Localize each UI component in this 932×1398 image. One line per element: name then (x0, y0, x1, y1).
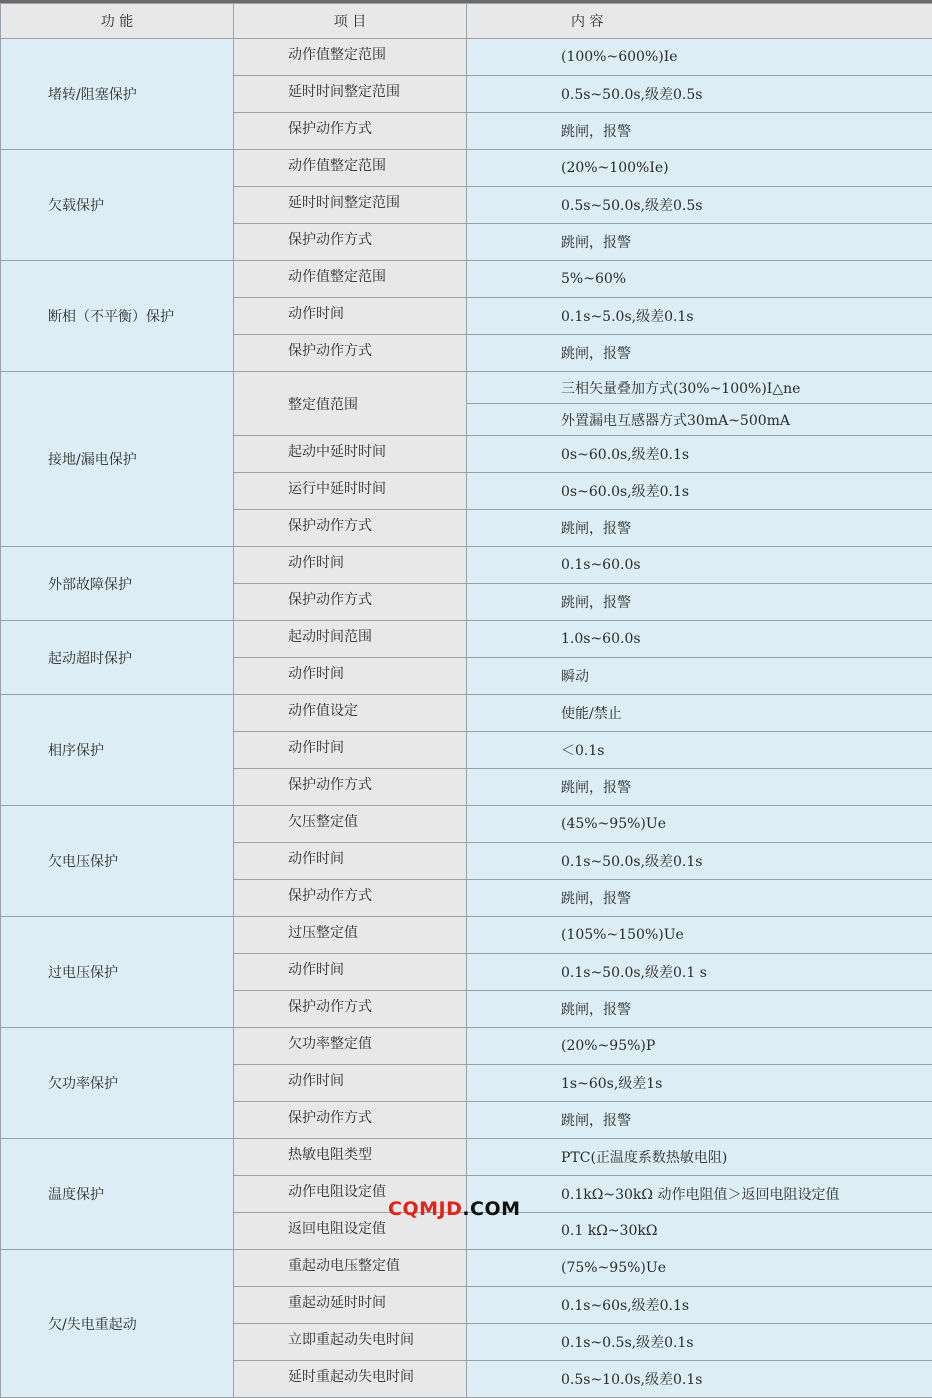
item-cell: 返回电阻设定值 (234, 1213, 467, 1250)
function-cell: 接地/漏电保护 (1, 372, 234, 547)
header-content: 内 容 (467, 4, 932, 39)
value-cell: 5%~60% (467, 261, 932, 298)
item-cell: 动作时间 (234, 547, 467, 584)
item-cell: 运行中延时时间 (234, 473, 467, 510)
watermark-red: CQMJD (388, 1198, 462, 1220)
function-cell: 欠电压保护 (1, 806, 234, 917)
item-cell: 过压整定值 (234, 917, 467, 954)
value-cell: 跳闸，报警 (467, 224, 932, 261)
item-cell: 热敏电阻类型 (234, 1139, 467, 1176)
value-cell: PTC(正温度系数热敏电阻) (467, 1139, 932, 1176)
function-cell: 外部故障保护 (1, 547, 234, 621)
value-cell: 使能/禁止 (467, 695, 932, 732)
item-cell: 动作电阻设定值 (234, 1176, 467, 1213)
item-cell: 保护动作方式 (234, 113, 467, 150)
value-cell: 跳闸，报警 (467, 584, 932, 621)
item-cell: 延时时间整定范围 (234, 187, 467, 224)
item-cell: 保护动作方式 (234, 335, 467, 372)
value-cell: 跳闸，报警 (467, 113, 932, 150)
table-body (1, 39, 932, 1398)
value-cell: 0.1kΩ~30kΩ 动作电阻值＞返回电阻设定值 (467, 1176, 932, 1213)
function-cell: 欠载保护 (1, 150, 234, 261)
item-cell: 重起动电压整定值 (234, 1250, 467, 1287)
value-cell: 瞬动 (467, 658, 932, 695)
item-cell: 动作时间 (234, 843, 467, 880)
table-row (1, 1139, 932, 1176)
value-cell: 0.1 kΩ~30kΩ (467, 1213, 932, 1250)
table-row (1, 1028, 932, 1065)
table-row (1, 547, 932, 584)
table-row (1, 917, 932, 954)
table-row (1, 806, 932, 843)
item-cell: 动作值设定 (234, 695, 467, 732)
value-cell: 0.1s~0.5s,级差0.1s (467, 1324, 932, 1361)
value-cell: 三相矢量叠加方式(30%~100%)I△ne (467, 372, 932, 404)
value-cell: 0.1s~60.0s (467, 547, 932, 584)
value-cell: 0.1s~60s,级差0.1s (467, 1287, 932, 1324)
item-cell: 延时时间整定范围 (234, 76, 467, 113)
value-cell: 跳闸，报警 (467, 880, 932, 917)
value-cell: 跳闸，报警 (467, 769, 932, 806)
item-cell: 动作时间 (234, 658, 467, 695)
protection-spec-table (0, 3, 932, 1398)
item-cell: 保护动作方式 (234, 510, 467, 547)
value-cell: 1.0s~60.0s (467, 621, 932, 658)
value-cell: (75%~95%)Ue (467, 1250, 932, 1287)
table-row (1, 372, 932, 404)
table-row (1, 261, 932, 298)
item-cell: 保护动作方式 (234, 224, 467, 261)
value-cell: (20%~95%)P (467, 1028, 932, 1065)
item-cell: 动作值整定范围 (234, 261, 467, 298)
value-cell: 1s~60s,级差1s (467, 1065, 932, 1102)
value-cell: 0.1s~50.0s,级差0.1 s (467, 954, 932, 991)
value-cell: 跳闸，报警 (467, 991, 932, 1028)
function-cell: 断相（不平衡）保护 (1, 261, 234, 372)
value-cell: 跳闸，报警 (467, 335, 932, 372)
table-header-row (1, 4, 932, 39)
function-cell: 欠功率保护 (1, 1028, 234, 1139)
item-cell: 动作时间 (234, 1065, 467, 1102)
item-cell: 动作时间 (234, 732, 467, 769)
item-cell: 保护动作方式 (234, 1102, 467, 1139)
function-cell: 温度保护 (1, 1139, 234, 1250)
value-cell: 外置漏电互感器方式30mA~500mA (467, 404, 932, 436)
value-cell: 0.5s~50.0s,级差0.5s (467, 187, 932, 224)
value-cell: 0s~60.0s,级差0.1s (467, 436, 932, 473)
item-cell: 动作值整定范围 (234, 150, 467, 187)
function-cell: 相序保护 (1, 695, 234, 806)
value-cell: 0.5s~50.0s,级差0.5s (467, 76, 932, 113)
function-cell: 欠/失电重起动 (1, 1250, 234, 1398)
item-cell: 动作值整定范围 (234, 39, 467, 76)
value-cell: ＜0.1s (467, 732, 932, 769)
function-cell: 过电压保护 (1, 917, 234, 1028)
header-item: 项 目 (234, 4, 467, 39)
table-row (1, 695, 932, 732)
value-cell: (45%~95%)Ue (467, 806, 932, 843)
value-cell: 跳闸，报警 (467, 510, 932, 547)
item-cell: 欠压整定值 (234, 806, 467, 843)
watermark-black: .COM (462, 1198, 520, 1220)
table-row (1, 39, 932, 76)
item-cell: 立即重起动失电时间 (234, 1324, 467, 1361)
value-cell: (20%~100%Ie) (467, 150, 932, 187)
table-row (1, 621, 932, 658)
table-row (1, 1250, 932, 1287)
item-cell: 动作时间 (234, 298, 467, 335)
value-cell: (100%~600%)Ie (467, 39, 932, 76)
item-cell: 保护动作方式 (234, 991, 467, 1028)
item-cell: 起动中延时时间 (234, 436, 467, 473)
value-cell: 0.5s~10.0s,级差0.1s (467, 1361, 932, 1398)
value-cell: 0s~60.0s,级差0.1s (467, 473, 932, 510)
header-function: 功 能 (1, 4, 234, 39)
item-cell: 保护动作方式 (234, 769, 467, 806)
value-cell: 0.1s~5.0s,级差0.1s (467, 298, 932, 335)
item-cell: 延时重起动失电时间 (234, 1361, 467, 1398)
item-cell: 欠功率整定值 (234, 1028, 467, 1065)
watermark-logo (388, 1198, 521, 1220)
item-cell: 保护动作方式 (234, 584, 467, 621)
item-cell: 动作时间 (234, 954, 467, 991)
table-row (1, 150, 932, 187)
item-cell: 保护动作方式 (234, 880, 467, 917)
item-cell: 起动时间范围 (234, 621, 467, 658)
item-cell: 重起动延时时间 (234, 1287, 467, 1324)
function-cell: 起动超时保护 (1, 621, 234, 695)
value-cell: (105%~150%)Ue (467, 917, 932, 954)
value-cell: 0.1s~50.0s,级差0.1s (467, 843, 932, 880)
item-cell: 整定值范围 (234, 372, 467, 436)
function-cell: 堵转/阻塞保护 (1, 39, 234, 150)
value-cell: 跳闸，报警 (467, 1102, 932, 1139)
